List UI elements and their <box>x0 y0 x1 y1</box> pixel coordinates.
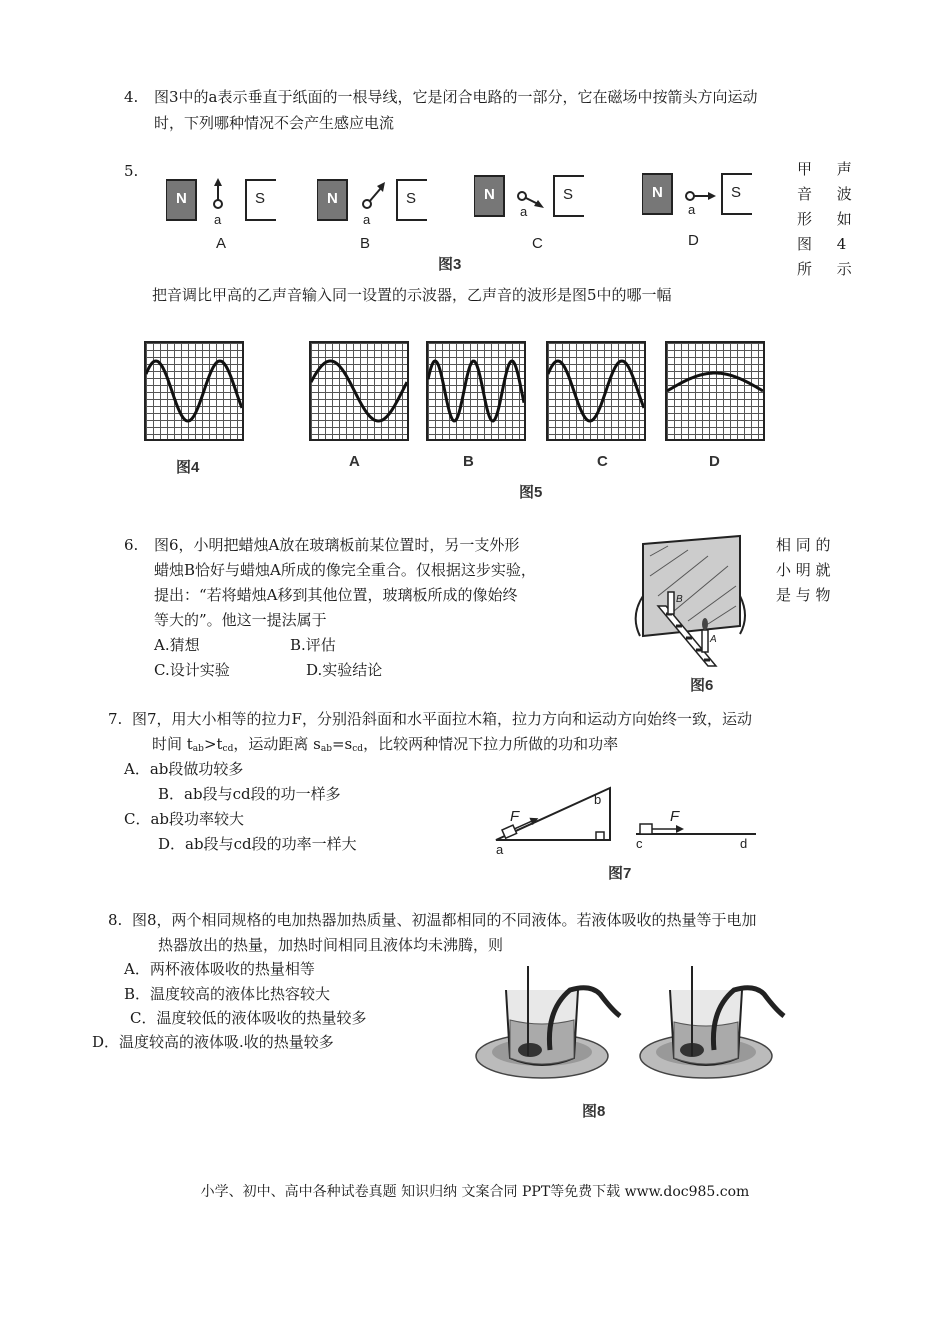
oscilloscope-option-d <box>665 341 765 441</box>
incline-and-floor-diagram <box>490 784 770 854</box>
q7-subscript: cd <box>222 744 234 754</box>
candle-a-label: A <box>710 634 717 645</box>
wire-label: a <box>688 202 696 217</box>
q4-text-line2: 时，下列哪种情况不会产生感应电流 <box>154 114 395 132</box>
q5-side-line: 所 示 <box>797 260 862 278</box>
waveform-a <box>311 343 407 439</box>
q8-number: 8. <box>108 911 123 929</box>
q5-side-line: 音 波 <box>797 185 862 203</box>
q7-number: 7. <box>108 710 123 728</box>
fig3-option-b: B <box>360 235 371 252</box>
oscilloscope-option-b <box>426 341 526 441</box>
fig3-option-d: D <box>688 232 699 249</box>
q6-option-c: C.设计实验 <box>154 661 230 679</box>
wire-label: a <box>520 204 528 219</box>
fig6-caption: 图6 <box>690 677 714 694</box>
south-pole-label: S <box>563 186 574 203</box>
fig7-caption: 图7 <box>608 865 632 882</box>
magnet-set-b <box>317 176 437 236</box>
q8-option-d: D．温度较高的液体吸.收的热量较多 <box>92 1033 334 1051</box>
q8-option-c: C．温度较低的液体吸收的热量较多 <box>130 1009 367 1027</box>
q8-text-line1: 图8，两个相同规格的电加热器加热质量、初温都相同的不同液体。若液体吸收的热量等于电加 <box>132 911 757 929</box>
beaker-left <box>476 966 620 1078</box>
north-pole-label: N <box>327 190 338 207</box>
north-pole-label: N <box>176 190 187 207</box>
q7-option-d: D．ab段与cd段的功率一样大 <box>158 835 357 853</box>
force-label-floor: F <box>670 808 680 825</box>
q6-text-right3: 是 与 物 <box>776 586 831 604</box>
q8-text-line2: 热器放出的热量，加热时间相同且液体均未沸腾，则 <box>158 936 504 954</box>
q5-number: 5. <box>124 162 139 180</box>
waveform-c <box>548 343 644 439</box>
q6-option-d: D.实验结论 <box>306 661 383 679</box>
q8-option-b: B．温度较高的液体比热容较大 <box>124 985 331 1003</box>
q6-text-right1: 相 同 的 <box>776 536 831 554</box>
q6-text-line3: 提出：“若将蜡烛A移到其他位置，玻璃板所成的像始终 <box>154 586 518 604</box>
q7-subscript: ab <box>192 744 204 754</box>
point-c-label: c <box>636 836 643 851</box>
fig5-option-a: A <box>349 453 360 470</box>
wire-label: a <box>214 212 222 227</box>
q7-option-a: A．ab段做功较多 <box>124 760 244 778</box>
point-d-label: d <box>740 836 748 851</box>
waveform-b <box>428 343 524 439</box>
q7-option-c: C．ab段功率较大 <box>124 810 245 828</box>
fig5-option-c: C <box>597 453 608 470</box>
waveform-d <box>667 343 763 439</box>
q6-option-a: A.猜想 <box>154 636 200 654</box>
magnet-set-d <box>642 170 762 230</box>
q5-side-line: 甲 声 <box>797 160 862 178</box>
q7-text-line2 <box>152 733 618 760</box>
q7-text-part: ，运动距离 s <box>233 735 321 753</box>
q8-option-a: A．两杯液体吸收的热量相等 <box>124 960 315 978</box>
fig5-option-d: D <box>709 453 720 470</box>
q7-text-line1: 图7，用大小相等的拉力F，分别沿斜面和水平面拉木箱，拉力方向和运动方向始终一致，运动 <box>132 710 752 728</box>
oscilloscope-option-c <box>546 341 646 441</box>
fig8-caption: 图8 <box>582 1103 606 1120</box>
q7-text-part: 时间 t <box>152 735 193 753</box>
q6-text-line1: 图6，小明把蜡烛A放在玻璃板前某位置时，另一支外形 <box>154 536 520 554</box>
figure-3 <box>150 160 770 280</box>
q6-text-right2: 小 明 就 <box>776 561 831 579</box>
force-label-incline: F <box>510 808 520 825</box>
q7-subscript: ab <box>320 744 332 754</box>
figure-6 <box>628 526 748 696</box>
south-pole-label: S <box>406 190 417 207</box>
magnet-set-a <box>166 176 286 236</box>
q7-text-part: =s <box>331 735 353 753</box>
fig4-caption: 图4 <box>176 459 200 476</box>
wire-label: a <box>363 212 371 227</box>
beaker-right <box>640 966 784 1078</box>
beakers-diagram <box>470 960 790 1090</box>
q5-side-line: 形 如 <box>797 210 862 228</box>
fig3-option-a: A <box>216 235 227 252</box>
point-a-label: a <box>496 842 504 857</box>
fig5-caption: 图5 <box>519 484 543 501</box>
q4-number: 4. <box>124 88 139 106</box>
fig5-option-b: B <box>463 453 474 470</box>
magnet-set-c <box>474 172 594 232</box>
figure-7 <box>490 784 770 884</box>
figure-8 <box>470 960 790 1130</box>
north-pole-label: N <box>652 184 663 201</box>
oscilloscope-fig4 <box>144 341 244 441</box>
oscilloscope-option-a <box>309 341 409 441</box>
fig3-option-c: C <box>532 235 543 252</box>
q4-text-line1: 图3中的a表示垂直于纸面的一根导线，它是闭合电路的一部分，它在磁场中按箭头方向运动 <box>154 88 758 106</box>
point-b-label: b <box>594 792 602 807</box>
north-pole-label: N <box>484 186 495 203</box>
q5-side-line: 图 4 <box>797 235 857 253</box>
waveform-fig4 <box>146 343 242 439</box>
glass-plate-diagram <box>628 526 748 671</box>
q6-text-line4: 等大的”。他这一提法属于 <box>154 611 327 629</box>
q7-text-part: ，比较两种情况下拉力所做的功和功率 <box>363 735 619 753</box>
page-footer: 小学、初中、高中各种试卷真题 知识归纳 文案合同 PPT等免费下载 www.doc985.com <box>200 1184 750 1200</box>
south-pole-label: S <box>731 184 742 201</box>
q6-number: 6. <box>124 536 139 554</box>
q7-subscript: cd <box>352 744 364 754</box>
south-pole-label: S <box>255 190 266 207</box>
q6-option-b: B.评估 <box>290 636 336 654</box>
q6-text-line2: 蜡烛B恰好与蜡烛A所成的像完全重合。仅根据这步实验， <box>154 561 536 579</box>
q7-text-part: >t <box>203 735 223 753</box>
q5-side-text <box>797 157 862 282</box>
candle-b-label: B <box>676 594 683 605</box>
fig3-caption: 图3 <box>438 256 462 273</box>
q5-text-line: 把音调比甲高的乙声音输入同一设置的示波器，乙声音的波形是图5中的哪一幅 <box>152 286 672 304</box>
q7-option-b: B．ab段与cd段的功一样多 <box>158 785 341 803</box>
